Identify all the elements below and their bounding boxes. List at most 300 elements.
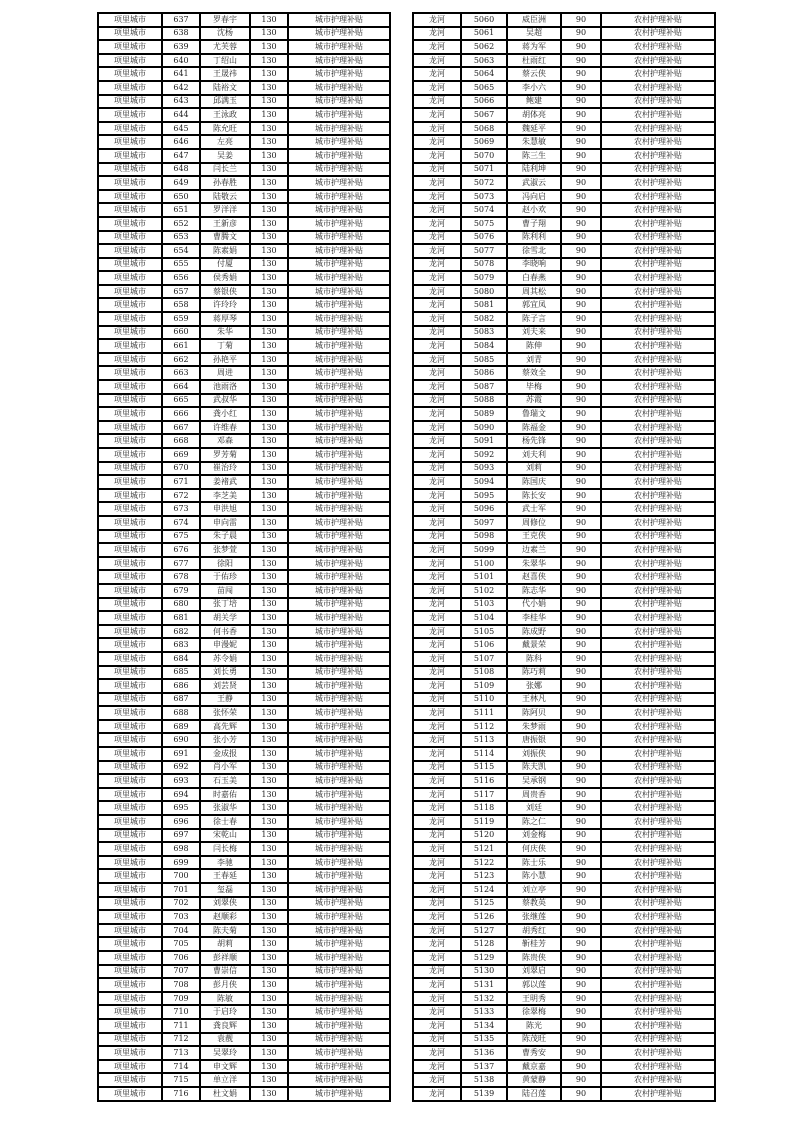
amount-cell: 130 [250,869,288,883]
serial-number-cell: 5135 [461,1033,507,1047]
serial-number-cell: 5112 [461,720,507,734]
region-cell: 龙河 [413,992,461,1006]
serial-number-cell: 639 [162,40,200,54]
region-cell: 龙河 [413,271,461,285]
region-cell: 项里城市 [98,217,162,231]
subsidy-type-cell: 农村护理补贴 [601,530,715,544]
table-row [98,679,390,693]
serial-number-cell: 5075 [461,217,507,231]
table-row [98,652,390,666]
person-name-cell: 戴景荣 [507,638,561,652]
region-cell: 龙河 [413,842,461,856]
table-row [413,203,715,217]
amount-cell: 90 [561,666,601,680]
subsidy-type-cell: 城市护理补贴 [288,897,390,911]
amount-cell: 90 [561,462,601,476]
amount-cell: 90 [561,883,601,897]
serial-number-cell: 653 [162,231,200,245]
amount-cell: 130 [250,516,288,530]
subsidy-type-cell: 城市护理补贴 [288,815,390,829]
table-row [413,584,715,598]
subsidy-type-cell: 农村护理补贴 [601,81,715,95]
person-name-cell: 陈伸 [507,339,561,353]
person-name-cell: 周进 [200,366,250,380]
region-cell: 龙河 [413,625,461,639]
region-cell: 龙河 [413,679,461,693]
amount-cell: 90 [561,774,601,788]
subsidy-type-cell: 城市护理补贴 [288,298,390,312]
serial-number-cell: 658 [162,298,200,312]
region-cell: 项里城市 [98,951,162,965]
serial-number-cell: 5077 [461,244,507,258]
subsidy-type-cell: 城市护理补贴 [288,829,390,843]
subsidy-type-cell: 农村护理补贴 [601,421,715,435]
table-row [413,1005,715,1019]
subsidy-type-cell: 农村护理补贴 [601,774,715,788]
amount-cell: 90 [561,176,601,190]
table-row [98,747,390,761]
person-name-cell: 朱华 [200,326,250,340]
table-row [98,95,390,109]
table-row [413,869,715,883]
subsidy-type-cell: 农村护理补贴 [601,95,715,109]
region-cell: 龙河 [413,1046,461,1060]
table-row [98,27,390,41]
person-name-cell: 龚小红 [200,407,250,421]
region-cell: 项里城市 [98,625,162,639]
table-row [413,788,715,802]
person-name-cell: 曹崇信 [200,965,250,979]
region-cell: 龙河 [413,815,461,829]
subsidy-type-cell: 城市护理补贴 [288,312,390,326]
subsidy-type-cell: 农村护理补贴 [601,434,715,448]
region-cell: 龙河 [413,557,461,571]
person-name-cell: 陈夫菊 [200,924,250,938]
region-cell: 项里城市 [98,965,162,979]
subsidy-type-cell: 城市护理补贴 [288,271,390,285]
amount-cell: 90 [561,1033,601,1047]
serial-number-cell: 5086 [461,366,507,380]
subsidy-type-cell: 城市护理补贴 [288,652,390,666]
subsidy-type-cell: 农村护理补贴 [601,149,715,163]
person-name-cell: 朱子晨 [200,530,250,544]
subsidy-type-cell: 城市护理补贴 [288,1005,390,1019]
table-row [413,366,715,380]
person-name-cell: 陈福金 [507,421,561,435]
serial-number-cell: 664 [162,380,200,394]
region-cell: 龙河 [413,856,461,870]
person-name-cell: 陆裕文 [200,81,250,95]
amount-cell: 90 [561,937,601,951]
amount-cell: 90 [561,366,601,380]
person-name-cell: 张丁培 [200,598,250,612]
serial-number-cell: 666 [162,407,200,421]
subsidy-type-cell: 城市护理补贴 [288,978,390,992]
subsidy-type-cell: 城市护理补贴 [288,366,390,380]
serial-number-cell: 5108 [461,666,507,680]
region-cell: 龙河 [413,149,461,163]
subsidy-type-cell: 农村护理补贴 [601,380,715,394]
person-name-cell: 侯秀娟 [200,271,250,285]
person-name-cell: 郭宜凤 [507,298,561,312]
serial-number-cell: 711 [162,1019,200,1033]
person-name-cell: 彭月侠 [200,978,250,992]
amount-cell: 130 [250,897,288,911]
person-name-cell: 蔡教英 [507,897,561,911]
region-cell: 项里城市 [98,652,162,666]
amount-cell: 130 [250,1033,288,1047]
subsidy-type-cell: 农村护理补贴 [601,54,715,68]
person-name-cell: 武淑云 [507,176,561,190]
table-row [413,992,715,1006]
subsidy-type-cell: 农村护理补贴 [601,693,715,707]
serial-number-cell: 652 [162,217,200,231]
person-name-cell: 张淑华 [200,801,250,815]
person-name-cell: 孙春胜 [200,176,250,190]
serial-number-cell: 5123 [461,869,507,883]
table-row [413,13,715,27]
table-row [98,475,390,489]
region-cell: 项里城市 [98,774,162,788]
person-name-cell: 崔治玲 [200,462,250,476]
region-cell: 项里城市 [98,530,162,544]
subsidy-type-cell: 城市护理补贴 [288,788,390,802]
amount-cell: 130 [250,951,288,965]
amount-cell: 90 [561,1019,601,1033]
subsidy-type-cell: 城市护理补贴 [288,54,390,68]
region-cell: 龙河 [413,258,461,272]
serial-number-cell: 5109 [461,679,507,693]
person-name-cell: 魏延平 [507,122,561,136]
person-name-cell: 刘夫来 [507,326,561,340]
region-cell: 项里城市 [98,13,162,27]
serial-number-cell: 649 [162,176,200,190]
table-row [98,856,390,870]
amount-cell: 90 [561,842,601,856]
amount-cell: 130 [250,666,288,680]
amount-cell: 90 [561,706,601,720]
region-cell: 龙河 [413,1005,461,1019]
person-name-cell: 赵喜侠 [507,570,561,584]
amount-cell: 90 [561,557,601,571]
serial-number-cell: 5103 [461,598,507,612]
serial-number-cell: 693 [162,774,200,788]
subsidy-type-cell: 农村护理补贴 [601,625,715,639]
region-cell: 龙河 [413,434,461,448]
subsidy-type-cell: 城市护理补贴 [288,1019,390,1033]
serial-number-cell: 5097 [461,516,507,530]
region-cell: 龙河 [413,190,461,204]
person-name-cell: 陈子言 [507,312,561,326]
person-name-cell: 陈国庆 [507,475,561,489]
table-row [98,54,390,68]
subsidy-type-cell: 农村护理补贴 [601,489,715,503]
region-cell: 龙河 [413,965,461,979]
subsidy-type-cell: 农村护理补贴 [601,339,715,353]
region-cell: 项里城市 [98,815,162,829]
table-row [98,937,390,951]
table-row [413,149,715,163]
region-cell: 龙河 [413,13,461,27]
region-cell: 龙河 [413,231,461,245]
table-row [98,815,390,829]
table-row [98,298,390,312]
table-row [98,339,390,353]
region-cell: 项里城市 [98,1046,162,1060]
amount-cell: 130 [250,149,288,163]
subsidy-type-cell: 城市护理补贴 [288,448,390,462]
table-row [98,869,390,883]
amount-cell: 90 [561,1087,601,1101]
person-name-cell: 胡体亮 [507,108,561,122]
amount-cell: 90 [561,380,601,394]
subsidy-type-cell: 农村护理补贴 [601,122,715,136]
subsidy-type-cell: 农村护理补贴 [601,666,715,680]
serial-number-cell: 5115 [461,761,507,775]
table-row [413,652,715,666]
region-cell: 龙河 [413,516,461,530]
amount-cell: 90 [561,271,601,285]
table-row [98,965,390,979]
subsidy-type-cell: 城市护理补贴 [288,1073,390,1087]
region-cell: 项里城市 [98,829,162,843]
region-cell: 项里城市 [98,883,162,897]
region-cell: 龙河 [413,67,461,81]
region-cell: 龙河 [413,829,461,843]
subsidy-type-cell: 城市护理补贴 [288,543,390,557]
amount-cell: 90 [561,856,601,870]
amount-cell: 90 [561,570,601,584]
table-row [413,122,715,136]
region-cell: 项里城市 [98,190,162,204]
table-row [98,380,390,394]
subsidy-type-cell: 农村护理补贴 [601,611,715,625]
table-row [98,1033,390,1047]
serial-number-cell: 641 [162,67,200,81]
region-cell: 项里城市 [98,1033,162,1047]
serial-number-cell: 5117 [461,788,507,802]
serial-number-cell: 688 [162,706,200,720]
person-name-cell: 宋乾山 [200,829,250,843]
person-name-cell: 李驰 [200,856,250,870]
region-cell: 项里城市 [98,761,162,775]
table-row [98,829,390,843]
serial-number-cell: 5132 [461,992,507,1006]
serial-number-cell: 684 [162,652,200,666]
region-cell: 龙河 [413,489,461,503]
amount-cell: 130 [250,95,288,109]
amount-cell: 130 [250,407,288,421]
serial-number-cell: 5060 [461,13,507,27]
serial-number-cell: 5065 [461,81,507,95]
table-row [413,462,715,476]
serial-number-cell: 5137 [461,1060,507,1074]
amount-cell: 90 [561,407,601,421]
region-cell: 项里城市 [98,176,162,190]
table-row [413,353,715,367]
region-cell: 龙河 [413,40,461,54]
person-name-cell: 于佑珍 [200,570,250,584]
table-row [413,312,715,326]
table-row [98,394,390,408]
person-name-cell: 邱满玉 [200,95,250,109]
amount-cell: 130 [250,203,288,217]
table-row [98,1019,390,1033]
table-row [98,353,390,367]
serial-number-cell: 678 [162,570,200,584]
subsidy-type-cell: 农村护理补贴 [601,842,715,856]
table-row [98,598,390,612]
subsidy-type-cell: 农村护理补贴 [601,829,715,843]
table-row [413,475,715,489]
person-name-cell: 单立洋 [200,1073,250,1087]
amount-cell: 90 [561,312,601,326]
person-name-cell: 胡关学 [200,611,250,625]
serial-number-cell: 640 [162,54,200,68]
amount-cell: 130 [250,489,288,503]
region-cell: 项里城市 [98,1073,162,1087]
subsidy-type-cell: 农村护理补贴 [601,67,715,81]
serial-number-cell: 695 [162,801,200,815]
region-cell: 项里城市 [98,434,162,448]
subsidy-type-cell: 农村护理补贴 [601,706,715,720]
amount-cell: 130 [250,339,288,353]
person-name-cell: 代小娟 [507,598,561,612]
subsidy-type-cell: 农村护理补贴 [601,1019,715,1033]
amount-cell: 90 [561,421,601,435]
table-row [413,176,715,190]
amount-cell: 130 [250,856,288,870]
person-name-cell: 左亮 [200,135,250,149]
serial-number-cell: 5084 [461,339,507,353]
region-cell: 项里城市 [98,108,162,122]
amount-cell: 90 [561,339,601,353]
table-row [98,638,390,652]
region-cell: 项里城市 [98,163,162,177]
subsidy-type-cell: 城市护理补贴 [288,244,390,258]
amount-cell: 130 [250,788,288,802]
region-cell: 项里城市 [98,693,162,707]
serial-number-cell: 659 [162,312,200,326]
person-name-cell: 陈素娟 [200,244,250,258]
table-row [98,733,390,747]
serial-number-cell: 651 [162,203,200,217]
person-name-cell: 胡秀红 [507,924,561,938]
region-cell: 龙河 [413,380,461,394]
region-cell: 龙河 [413,176,461,190]
subsidy-type-cell: 城市护理补贴 [288,1087,390,1101]
serial-number-cell: 5122 [461,856,507,870]
amount-cell: 130 [250,679,288,693]
subsidy-type-cell: 农村护理补贴 [601,27,715,41]
table-row [98,720,390,734]
table-row [413,326,715,340]
serial-number-cell: 5063 [461,54,507,68]
amount-cell: 90 [561,951,601,965]
serial-number-cell: 655 [162,258,200,272]
region-cell: 龙河 [413,407,461,421]
amount-cell: 90 [561,244,601,258]
serial-number-cell: 650 [162,190,200,204]
person-name-cell: 徐雪北 [507,244,561,258]
person-name-cell: 丁绍山 [200,54,250,68]
table-row [98,81,390,95]
table-row [413,434,715,448]
table-row [413,747,715,761]
table-row [413,40,715,54]
region-cell: 项里城市 [98,516,162,530]
person-name-cell: 杜雨红 [507,54,561,68]
table-row [98,801,390,815]
subsidy-type-cell: 农村护理补贴 [601,1005,715,1019]
region-cell: 项里城市 [98,339,162,353]
serial-number-cell: 5110 [461,693,507,707]
subsidy-type-cell: 城市护理补贴 [288,761,390,775]
subsidy-type-cell: 城市护理补贴 [288,842,390,856]
person-name-cell: 王静 [200,693,250,707]
serial-number-cell: 5093 [461,462,507,476]
amount-cell: 90 [561,13,601,27]
person-name-cell: 袁靓 [200,1033,250,1047]
amount-cell: 130 [250,502,288,516]
amount-cell: 90 [561,761,601,775]
serial-number-cell: 642 [162,81,200,95]
region-cell: 龙河 [413,598,461,612]
table-row [413,516,715,530]
amount-cell: 90 [561,747,601,761]
region-cell: 项里城市 [98,801,162,815]
amount-cell: 90 [561,258,601,272]
region-cell: 龙河 [413,1033,461,1047]
subsidy-type-cell: 城市护理补贴 [288,557,390,571]
serial-number-cell: 716 [162,1087,200,1101]
table-row [98,434,390,448]
subsidy-type-cell: 农村护理补贴 [601,176,715,190]
amount-cell: 130 [250,611,288,625]
rural-subsidy-table-body [413,13,715,1101]
table-row [413,1073,715,1087]
region-cell: 龙河 [413,54,461,68]
region-cell: 龙河 [413,217,461,231]
region-cell: 龙河 [413,611,461,625]
region-cell: 龙河 [413,353,461,367]
person-name-cell: 杨先锋 [507,434,561,448]
region-cell: 项里城市 [98,258,162,272]
person-name-cell: 付厦 [200,258,250,272]
subsidy-type-cell: 城市护理补贴 [288,584,390,598]
person-name-cell: 刘莉 [507,462,561,476]
amount-cell: 130 [250,54,288,68]
person-name-cell: 胡莉 [200,937,250,951]
subsidy-type-cell: 城市护理补贴 [288,625,390,639]
serial-number-cell: 704 [162,924,200,938]
table-row [98,135,390,149]
serial-number-cell: 5080 [461,285,507,299]
region-cell: 项里城市 [98,149,162,163]
amount-cell: 90 [561,801,601,815]
table-row [413,937,715,951]
amount-cell: 90 [561,448,601,462]
serial-number-cell: 706 [162,951,200,965]
region-cell: 项里城市 [98,271,162,285]
amount-cell: 90 [561,1060,601,1074]
amount-cell: 130 [250,163,288,177]
table-row [413,801,715,815]
amount-cell: 130 [250,135,288,149]
amount-cell: 130 [250,421,288,435]
person-name-cell: 曹秀安 [507,1046,561,1060]
table-row [413,81,715,95]
